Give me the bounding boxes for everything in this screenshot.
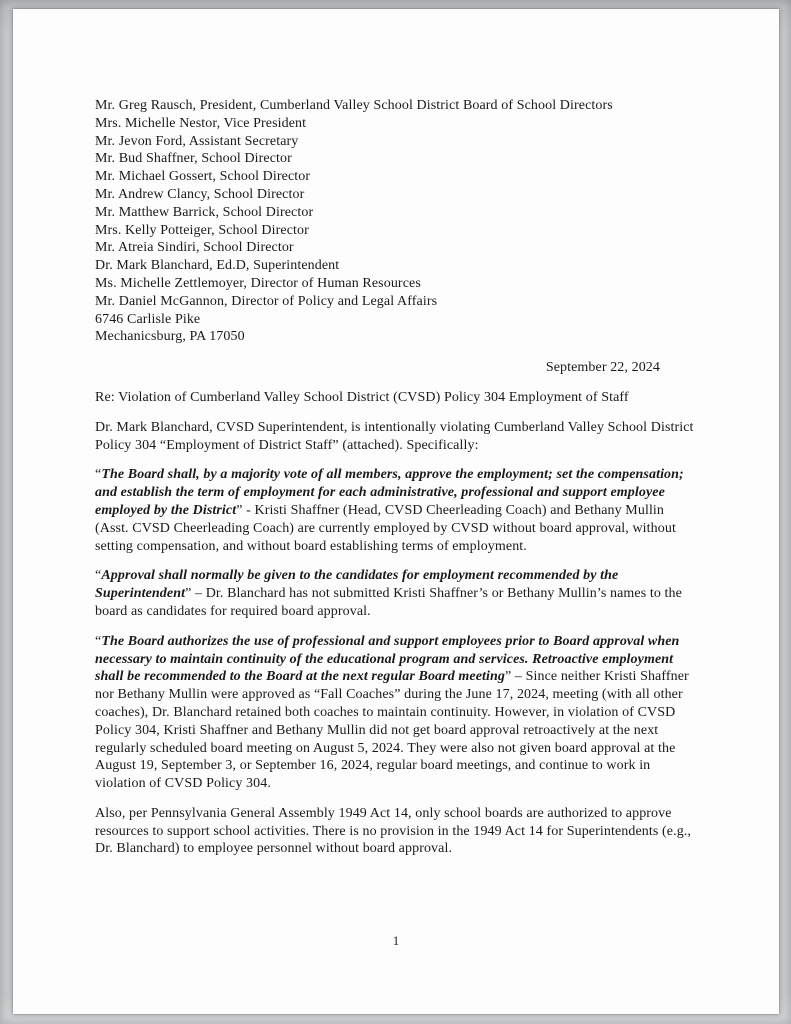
- recipient-line: Mechanicsburg, PA 17050: [95, 329, 245, 345]
- recipient-line: Dr. Mark Blanchard, Ed.D, Superintendent: [95, 258, 340, 274]
- text-segment: Also, per Pennsylvania General Assembly 1949 Act 14, only school boards are authorized to approve resources to support school activities. There is no provision in the 1949 Act 14 for Superintendents (e.g., Dr. Blanchard) to employee personnel without board approval.: [95, 805, 691, 857]
- subject-line: Re: Violation of Cumberland Valley School District (CVSD) Policy 304 Employment of Staff: [95, 389, 629, 405]
- letter-page: [13, 9, 779, 1014]
- recipient-line: Mrs. Kelly Potteiger, School Director: [95, 222, 309, 238]
- recipient-line: Mr. Matthew Barrick, School Director: [95, 204, 314, 220]
- recipient-line: Mr. Andrew Clancy, School Director: [95, 186, 305, 202]
- text-segment: “: [95, 568, 102, 584]
- text-segment: “: [95, 467, 102, 483]
- date-line: September 22, 2024: [545, 360, 660, 376]
- paragraph-act-14: [95, 805, 699, 858]
- text-segment: ” – Dr. Blanchard has not submitted Kristi Shaffner’s or Bethany Mullin’s names to the board as candidates for required board approval.: [95, 586, 682, 619]
- recipient-line: Mr. Michael Gossert, School Director: [95, 169, 311, 185]
- text-segment: The Board authorizes the use of professional and support employees prior to Board approval when necessary to maintain continuity of the educational program and services. Retroactive employment shall be recommended to the Board at the next regular Board meeting: [95, 633, 680, 685]
- letter-body: [95, 97, 699, 870]
- recipient-line: Ms. Michelle Zettlemoyer, Director of Human Resources: [95, 275, 421, 291]
- page-number: 1: [392, 933, 400, 948]
- paragraph-intro: [95, 419, 699, 455]
- text-segment: ” - Kristi Shaffner (Head, CVSD Cheerleading Coach) and Bethany Mullin (Asst. CVSD Cheerleading Coach) are currently employed by CVSD without board approval, without setting compensation, and without board establishing terms of employment.: [95, 502, 676, 554]
- recipient-line: Mr. Greg Rausch, President, Cumberland Valley School District Board of School Directors: [95, 98, 613, 113]
- paragraph-quote-board-approval: [95, 466, 699, 555]
- text-segment: Approval shall normally be given to the candidates for employment recommended by the Superintendent: [95, 568, 619, 602]
- text-segment: Dr. Mark Blanchard, CVSD Superintendent, is intentionally violating Cumberland Valley School District Policy 304 “Employment of District Staff” (attached). Specifically:: [95, 419, 694, 453]
- recipient-line: 6746 Carlisle Pike: [95, 311, 201, 327]
- recipient-list: [95, 97, 699, 346]
- recipient-line: Mr. Daniel McGannon, Director of Policy and Legal Affairs: [95, 293, 438, 309]
- recipient-line: Mr. Atreia Sindiri, School Director: [95, 240, 294, 256]
- text-segment: “: [95, 633, 102, 649]
- recipient-line: Mr. Jevon Ford, Assistant Secretary: [95, 133, 299, 149]
- paragraph-quote-superintendent-recommendation: [95, 567, 699, 620]
- paragraph-quote-retroactive-employment: [95, 633, 699, 793]
- text-segment: The Board shall, by a majority vote of all members, approve the employment; set the compensation; and establish the term of employment for each administrative, professional and support employee employed by the District: [95, 467, 684, 518]
- text-segment: ” – Since neither Kristi Shaffner nor Bethany Mullin were approved as “Fall Coaches” during the June 17, 2024, meeting (with all other coaches), Dr. Blanchard retained both coaches to maintain continuity. However, in violation of CVSD Policy 304, Kristi Shaffner and Bethany Mullin did not get board approval retroactively at the next regularly scheduled board meeting on August 5, 2024. They were also not given board approval at the August 19, September 3, or September 16, 2024, regular board meetings, and continue to work in violation of CVSD Policy 304.: [95, 669, 689, 792]
- recipient-line: Mr. Bud Shaffner, School Director: [95, 151, 292, 167]
- recipient-line: Mrs. Michelle Nestor, Vice President: [95, 115, 307, 131]
